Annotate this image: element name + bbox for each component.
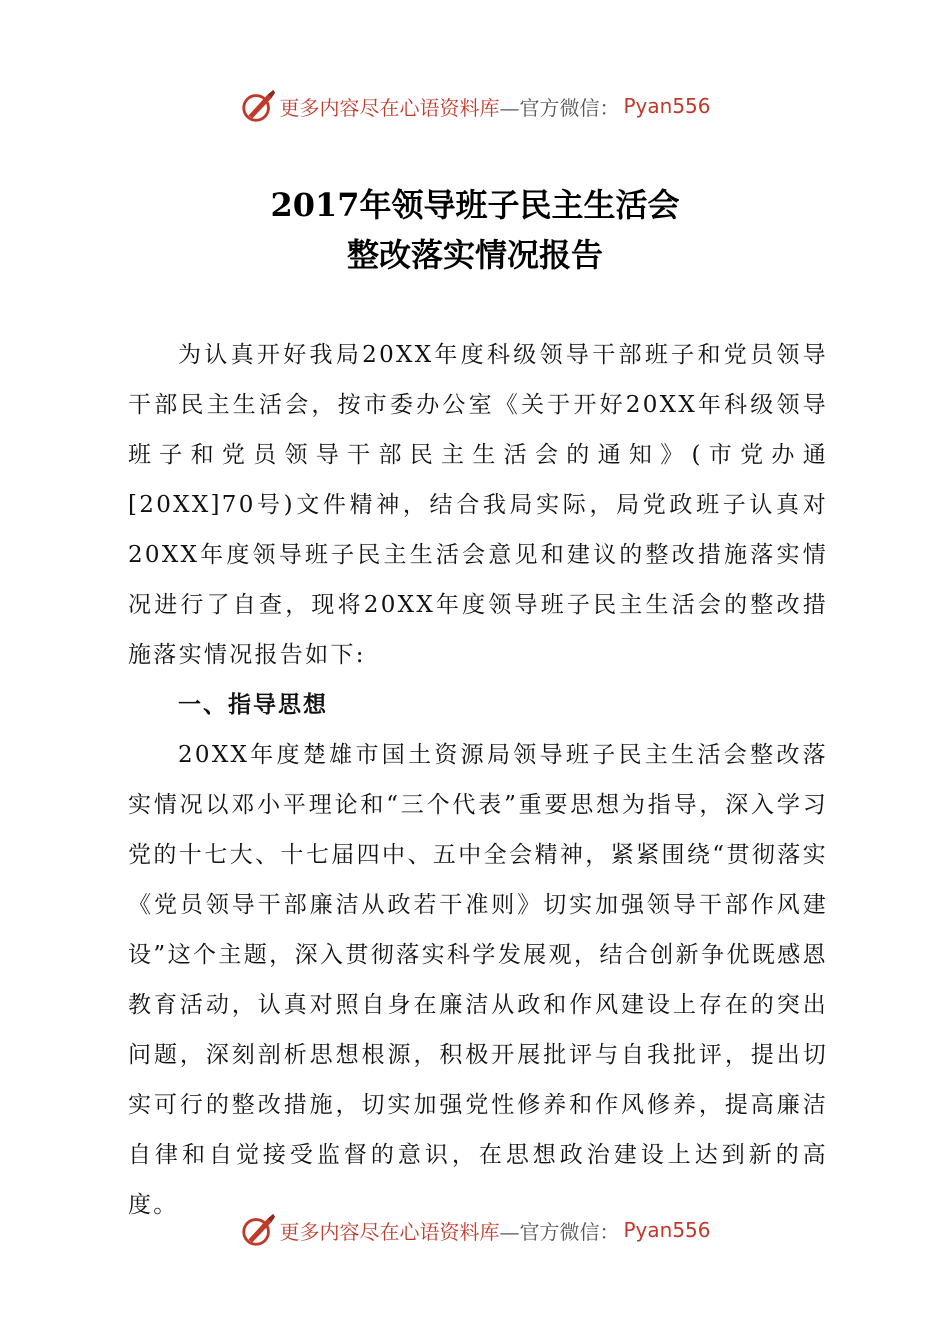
watermark-wechat-id: Pyan556 xyxy=(623,94,711,118)
document-title xyxy=(0,180,950,280)
watermark-text: 更多内容尽在心语资料库 xyxy=(279,95,500,120)
paragraph-intro: 为认真开好我局20XX年度科级领导干部班子和党员领导干部民主生活会，按市委办公室《关于开好20XX年科级领导班子和党员领导干部民主生活会的通知》(市党办通 [20XX]70号)文件精神，结合我局实际，局党政班子认真对20XX年度领导班子民主生活会意见和建议的整改措施落实情况进行了自查，现将20XX年度领导班子民主生活会的整改措施落实情况报告如下: xyxy=(128,342,828,668)
pen-logo-icon xyxy=(239,87,277,125)
paragraph-guiding-thought: 20XX年度楚雄市国土资源局领导班子民主生活会整改落实情况以邓小平理论和“三个代表”重要思想为指导，深入学习党的十七大、十七届四中、五中全会精神，紧紧围绕“贯彻落实《党员领导干部廉洁从政若干准则》切实加强领导干部作风建设”这个主题，深入贯彻落实科学发展观，结合创新争优既感恩教育活动，认真对照自身在廉洁从政和作风建设上存在的突出问题，深刻剖析思想根源，积极开展批评与自我批评，提出切实可行的整改措施，切实加强党性修养和作风修养，提高廉洁自律和自觉接受监督的意识，在思想政治建设上达到新的高度。 xyxy=(128,742,828,1218)
title-line-2: 整改落实情况报告 xyxy=(346,236,603,274)
section-heading: 一、指导思想 xyxy=(178,692,328,718)
watermark-separator: —官方微信： xyxy=(499,95,620,120)
watermark-header xyxy=(0,86,950,126)
watermark-wechat-id: Pyan556 xyxy=(623,1218,711,1242)
title-line-1: 2017年领导班子民主生活会 xyxy=(270,186,680,224)
document-body xyxy=(128,330,828,1230)
watermark-text: 更多内容尽在心语资料库 xyxy=(279,1219,500,1244)
watermark-footer xyxy=(0,1210,950,1250)
watermark-separator: —官方微信： xyxy=(499,1219,620,1244)
pen-logo-icon xyxy=(239,1211,277,1249)
